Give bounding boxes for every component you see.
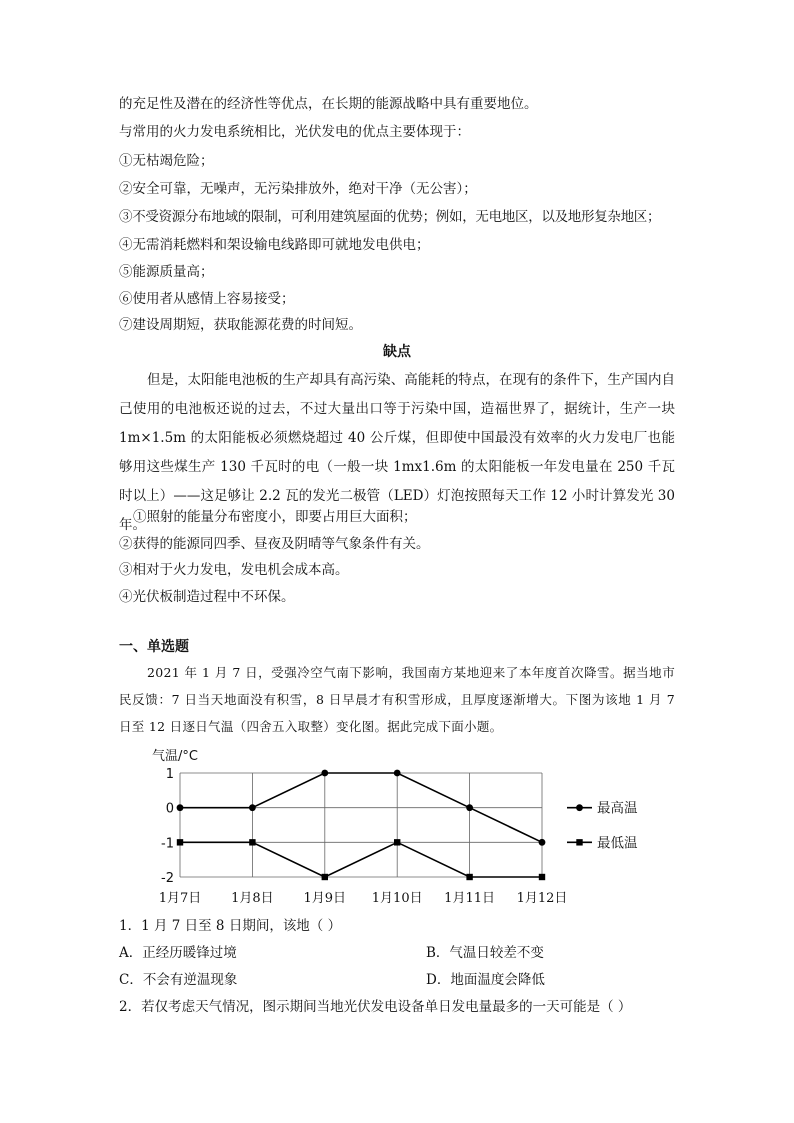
body-paragraph: 但是，太阳能电池板的生产却具有高污染、高能耗的特点，在现有的条件下，生产国内自己使用的电池板还说的过去，不过大量出口等于污染中国，造福世界了，据统计，生产一块 1m×1.5m 的太阳能板必须燃烧超过 40 公斤煤，但即使中国最没有效率的火力发电厂也能够用这些煤生产 130 千瓦时的电（一般一块 1mx1.6m 的太阳能板一年发电量在 250 千瓦时以上）——这足够让 2.2 瓦的发光二极管（LED）灯泡按照每天工作 12 小时计算发光 30 年。 [119,372,675,533]
list-item: ④无需消耗燃料和架设输电线路即可就地发电供电； [119,237,430,253]
legend-marker [576,804,583,811]
legend-marker [576,839,582,845]
list-item: ①无枯竭危险； [119,153,214,169]
legend-label: 最低温 [597,835,638,852]
text-line: 的充足性及潜在的经济性等优点，在长期的能源战略中具有重要地位。 [119,96,538,112]
data-point [394,770,401,777]
list-item: ⑦建设周期短，获取能源花费的时间短。 [119,317,362,333]
text-line: 与常用的火力发电系统相比，光伏发电的优点主要体现于： [119,124,470,140]
y-axis-label: 气温/°C [152,749,198,764]
x-tick-label: 1月11日 [444,891,496,906]
y-tick-label: -1 [161,836,174,852]
list-item: ⑤能源质量高； [119,264,214,280]
option-b[interactable]: B．气温日较差不变 [426,945,544,961]
series-line [180,842,542,877]
question-stem: 2．若仅考虑天气情况，图示期间当地光伏发电设备单日发电量最多的一天可能是（ ） [119,999,632,1015]
list-item: ⑥使用者从感情上容易接受； [119,291,295,307]
x-tick-label: 1月10日 [371,891,423,906]
data-point [321,770,328,777]
list-item: ②获得的能源同四季、昼夜及阴晴等气象条件有关。 [119,536,430,552]
data-point [249,804,256,811]
data-point [466,804,473,811]
option-a[interactable]: A．正经历暖锋过境 [119,945,237,961]
data-point [466,874,472,880]
section-title: 一、单选题 [119,639,189,655]
data-point [539,874,545,880]
data-point [322,874,328,880]
data-point [249,839,255,845]
data-point [177,839,183,845]
section-heading: 缺点 [383,344,411,360]
x-tick-label: 1月12日 [516,891,568,906]
list-item: ③不受资源分布地域的限制，可利用建筑屋面的优势；例如，无电地区，以及地形复杂地区； [119,209,661,225]
y-tick-label: -2 [161,871,174,886]
temperature-chart [145,742,665,912]
list-item: ①照射的能量分布密度小，即要占用巨大面积； [133,509,417,525]
x-tick-label: 1月9日 [303,891,347,906]
list-item: ②安全可靠，无噪声，无污染排放外，绝对干净（无公害）； [119,181,477,197]
x-tick-label: 1月8日 [231,891,274,906]
data-point [177,804,184,811]
y-tick-label: 0 [165,801,174,817]
legend-label: 最高温 [597,800,638,817]
data-point [394,839,400,845]
data-point [539,839,546,846]
option-d[interactable]: D．地面温度会降低 [426,972,545,988]
question-stem: 1．1 月 7 日至 8 日期间，该地（ ） [119,918,342,934]
option-c[interactable]: C．不会有逆温现象 [119,972,238,988]
y-tick-label: 1 [165,767,174,782]
list-item: ④光伏板制造过程中不环保。 [119,589,295,605]
x-tick-label: 1月7日 [158,891,202,906]
question-intro: 2021 年 1 月 7 日，受强冷空气南下影响，我国南方某地迎来了本年度首次降雪。据当地市民反馈：7 日当天地面没有积雪，8 日早晨才有积雪形成，且厚度逐渐增大。下图为该地 1 月 7 日至 12 日逐日气温（四舍五入取整）变化图。据此完成下面小题。 [119,665,675,734]
list-item: ③相对于火力发电，发电机会成本高。 [119,562,349,578]
